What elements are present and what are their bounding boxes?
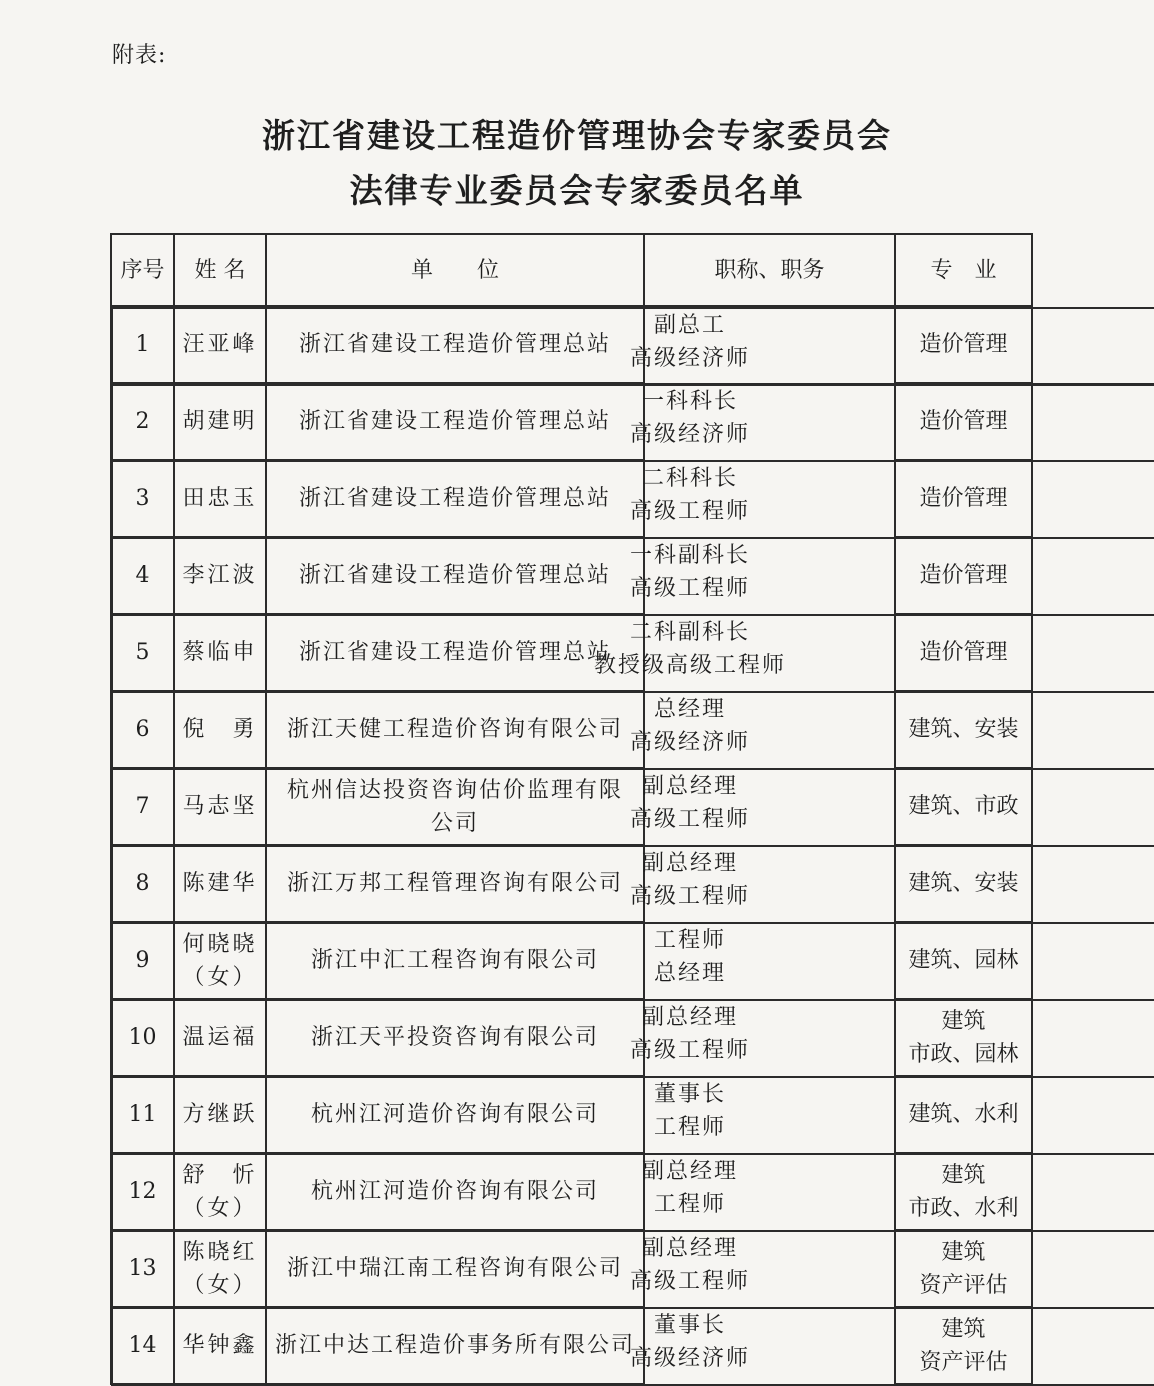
cell-major-line: 造价管理 — [919, 640, 1008, 665]
cell-title-line: 高级工程师 — [629, 1269, 750, 1294]
cell-major-line: 资产评估 — [919, 1272, 1008, 1298]
cell-serial: 10 — [111, 999, 174, 1076]
cell-unit-line: 浙江中达工程造价事务所有限公司 — [274, 1333, 635, 1358]
cell-title-line: 一科科长 — [641, 389, 738, 414]
cell-title-line: 高级经济师 — [629, 730, 750, 755]
cell-name-line: 胡建明 — [182, 409, 258, 434]
cell-name-line: 温运福 — [182, 1025, 258, 1050]
table-body — [111, 306, 1032, 1384]
cell-unit-line: 杭州江河造价咨询有限公司 — [310, 1102, 599, 1127]
cell-title-line: 二科副科长 — [629, 620, 750, 645]
cell-title — [111, 999, 1154, 1078]
annex-label: 附表: — [112, 43, 167, 68]
cell-major-line: 市政、水利 — [908, 1195, 1019, 1221]
cell-name-line: 陈建华 — [182, 871, 258, 896]
cell-title — [111, 768, 1154, 847]
document-title-line-2: 法律专业委员会专家委员名单 — [349, 171, 805, 210]
cell-name-line: 李江波 — [182, 563, 258, 588]
cell-title-line: 高级工程师 — [629, 884, 750, 909]
cell-major-line: 造价管理 — [919, 332, 1008, 357]
cell-serial: 2 — [111, 383, 174, 460]
table-row — [111, 383, 1032, 460]
header-name: 姓 名 — [174, 234, 266, 306]
cell-unit-line: 浙江省建设工程造价管理总站 — [298, 409, 611, 434]
cell-serial: 7 — [111, 768, 174, 845]
cell-serial: 3 — [111, 460, 174, 537]
cell-title-line: 一科副科长 — [629, 543, 750, 568]
cell-unit-line: 浙江省建设工程造价管理总站 — [298, 563, 611, 588]
cell-unit-line: 浙江万邦工程管理咨询有限公司 — [286, 871, 623, 896]
cell-title-line: 高级工程师 — [629, 576, 750, 601]
header-major: 专 业 — [895, 234, 1032, 306]
cell-serial: 5 — [111, 614, 174, 691]
cell-name-line: 陈晓红 — [182, 1239, 258, 1265]
cell-unit-line: 杭州江河造价咨询有限公司 — [310, 1179, 599, 1204]
cell-unit-line: 杭州信达投资咨询估价监理有限 — [286, 777, 623, 803]
cell-major-line: 建筑 — [941, 1162, 986, 1188]
table-row — [111, 1230, 1032, 1307]
cell-title — [111, 307, 1154, 386]
cell-title-line: 高级经济师 — [629, 1346, 750, 1371]
cell-title-line: 高级工程师 — [629, 499, 750, 524]
cell-title-line: 副总经理 — [641, 1236, 738, 1261]
cell-serial: 4 — [111, 537, 174, 614]
cell-name-line: 华钟鑫 — [182, 1333, 258, 1358]
cell-serial: 6 — [111, 691, 174, 768]
table-row — [111, 1307, 1032, 1384]
cell-title — [111, 1153, 1154, 1232]
cell-serial: 8 — [111, 845, 174, 922]
table-row — [111, 691, 1032, 768]
cell-name-line: 马志坚 — [182, 794, 258, 819]
cell-title-line: 董事长 — [653, 1082, 726, 1107]
cell-title-line: 高级经济师 — [629, 346, 750, 371]
cell-name-line: （女） — [182, 1195, 258, 1221]
cell-title-line: 副总经理 — [641, 774, 738, 799]
cell-major-line: 建筑 — [941, 1008, 986, 1034]
cell-serial: 13 — [111, 1230, 174, 1307]
cell-name-line: （女） — [182, 964, 258, 990]
cell-major-line: 建筑、安装 — [908, 871, 1019, 896]
cell-title — [111, 691, 1154, 770]
document-title-line-1: 浙江省建设工程造价管理协会专家委员会 — [262, 116, 892, 155]
cell-title — [111, 1230, 1154, 1309]
cell-unit-line: 浙江省建设工程造价管理总站 — [298, 640, 611, 665]
cell-major-line: 建筑 — [941, 1239, 986, 1265]
table-row — [111, 922, 1032, 999]
cell-major-line: 建筑、园林 — [908, 948, 1019, 973]
cell-major-line: 造价管理 — [919, 409, 1008, 434]
cell-title — [111, 845, 1154, 924]
header-title: 职称、职务 — [644, 234, 895, 306]
cell-name-line: 蔡临申 — [182, 640, 258, 665]
expert-roster-table — [110, 233, 1033, 1385]
cell-unit-line: 浙江天健工程造价咨询有限公司 — [286, 717, 623, 742]
table-row — [111, 999, 1032, 1076]
cell-title-line: 总经理 — [653, 697, 726, 722]
cell-title — [111, 383, 1154, 462]
cell-title-line: 副总经理 — [641, 1005, 738, 1030]
cell-serial: 12 — [111, 1153, 174, 1230]
cell-name-line: （女） — [182, 1272, 258, 1298]
cell-title — [111, 1307, 1154, 1386]
cell-major-line: 资产评估 — [919, 1349, 1008, 1375]
cell-title-line: 工程师 — [653, 1192, 726, 1217]
cell-major-line: 建筑、水利 — [908, 1102, 1019, 1127]
table-row — [111, 845, 1032, 922]
cell-title-line: 高级工程师 — [629, 1038, 750, 1063]
cell-unit-line: 公司 — [430, 810, 479, 836]
cell-unit-line: 浙江天平投资咨询有限公司 — [310, 1025, 599, 1050]
table-row — [111, 1153, 1032, 1230]
cell-title-line: 高级经济师 — [629, 422, 750, 447]
cell-major-line: 市政、园林 — [908, 1041, 1019, 1067]
cell-name-line: 方继跃 — [182, 1102, 258, 1127]
cell-name-line: 倪 勇 — [182, 717, 258, 742]
cell-major-line: 造价管理 — [919, 563, 1008, 588]
table-row — [111, 768, 1032, 845]
header-unit: 单 位 — [266, 234, 644, 306]
header-serial: 序号 — [111, 234, 174, 306]
cell-serial: 11 — [111, 1076, 174, 1153]
cell-title-line: 总经理 — [653, 961, 726, 986]
cell-serial: 9 — [111, 922, 174, 999]
table-row — [111, 306, 1032, 383]
table-row — [111, 1076, 1032, 1153]
cell-unit-line: 浙江省建设工程造价管理总站 — [298, 486, 611, 511]
cell-unit-line: 浙江省建设工程造价管理总站 — [298, 332, 611, 357]
cell-title-line: 高级工程师 — [629, 807, 750, 832]
cell-unit-line: 浙江中汇工程咨询有限公司 — [310, 948, 599, 973]
cell-title-line: 副总经理 — [641, 1159, 738, 1184]
cell-name-line: 舒 忻 — [182, 1162, 258, 1188]
cell-name-line: 何晓晓 — [182, 931, 258, 957]
cell-unit-line: 浙江中瑞江南工程咨询有限公司 — [286, 1256, 623, 1281]
cell-title — [111, 537, 1154, 616]
cell-name-line: 田忠玉 — [182, 486, 258, 511]
cell-title — [111, 460, 1154, 539]
cell-serial: 1 — [111, 306, 174, 383]
table-header-row — [111, 234, 1032, 306]
cell-title-line: 工程师 — [653, 1115, 726, 1140]
cell-title — [111, 922, 1154, 1001]
cell-title-line: 副总经理 — [641, 851, 738, 876]
cell-major-line: 造价管理 — [919, 486, 1008, 511]
cell-title-line: 董事长 — [653, 1313, 726, 1338]
cell-major-line: 建筑、市政 — [908, 794, 1019, 819]
cell-serial: 14 — [111, 1307, 174, 1384]
table-row — [111, 614, 1032, 691]
cell-major-line: 建筑、安装 — [908, 717, 1019, 742]
table-row — [111, 460, 1032, 537]
cell-title — [111, 1076, 1154, 1155]
cell-title-line: 副总工 — [653, 313, 726, 338]
cell-title-line: 二科科长 — [641, 466, 738, 491]
cell-title-line: 教授级高级工程师 — [593, 653, 786, 678]
cell-name-line: 汪亚峰 — [182, 332, 258, 357]
cell-title — [111, 614, 1154, 693]
table-row — [111, 537, 1032, 614]
cell-title-line: 工程师 — [653, 928, 726, 953]
cell-major-line: 建筑 — [941, 1316, 986, 1342]
